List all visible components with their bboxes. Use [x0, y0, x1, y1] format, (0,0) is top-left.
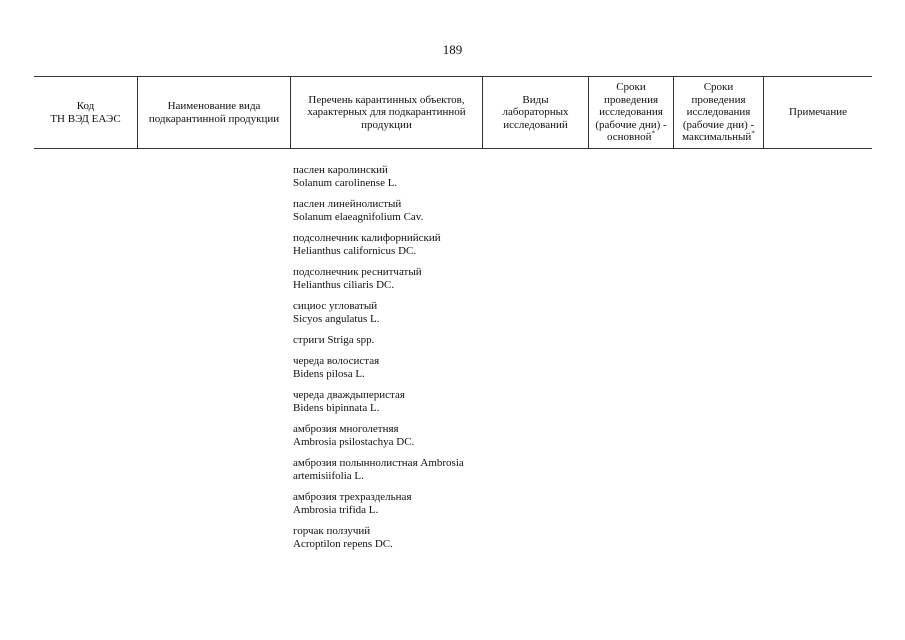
list-item — [293, 389, 508, 415]
list-item — [293, 232, 508, 258]
entry-text-line: Sicyos angulatus L. — [293, 312, 380, 325]
entry-text-line: Helianthus ciliaris DC. — [293, 278, 395, 291]
header-text-line: ТН ВЭД ЕАЭС — [50, 112, 121, 125]
entry-text-line: Helianthus californicus DC. — [293, 244, 417, 257]
header-text-line: исследования — [599, 106, 663, 119]
list-item — [293, 457, 508, 483]
entry-text-line: Bidens pilosa L. — [293, 367, 365, 380]
header-text-line: Сроки — [616, 81, 646, 94]
header-quarantine-objects — [291, 77, 482, 148]
header-text-line: Примечание — [789, 106, 847, 119]
header-text-line: (рабочие дни) - — [595, 118, 667, 131]
header-text-line: Код — [76, 100, 95, 112]
header-text-line: подкарантинной продукции — [148, 112, 280, 125]
header-text-line: характерных для подкарантинной — [307, 106, 466, 119]
header-text-line-with-footnote — [682, 131, 755, 144]
entry-text-line: Acroptilon repens DC. — [293, 537, 393, 550]
header-text-line: проведения — [691, 93, 746, 106]
header-text-fragment: максимальный — [682, 131, 752, 144]
entry-text-line: паслен каролинский — [293, 164, 388, 176]
list-item — [293, 355, 508, 381]
entry-text-line: Bidens bipinnata L. — [293, 401, 380, 414]
header-text-line: исследований — [503, 118, 568, 131]
list-item — [293, 300, 508, 326]
entry-text-line: горчак ползучий — [293, 525, 371, 538]
entry-text-line: Ambrosia trifida L. — [293, 503, 379, 516]
header-text-line: Наименование вида — [167, 100, 261, 112]
entry-text-line: стриги Striga spp. — [293, 333, 375, 346]
footnote-marker: * — [651, 129, 655, 138]
list-item — [293, 423, 508, 449]
entry-text-line: Solanum elaeagnifolium Cav. — [293, 210, 424, 223]
list-item — [293, 525, 508, 551]
header-text-fragment: основной — [606, 131, 652, 144]
header-text-line: (рабочие дни) - — [682, 118, 755, 131]
entry-text-line: амброзия трехраздельная — [293, 491, 412, 504]
entry-text-line: подсолнечник калифорнийский — [293, 231, 441, 244]
header-text-line: исследования — [686, 106, 751, 119]
footnote-marker: * — [751, 129, 755, 138]
header-text-line: Сроки — [703, 81, 734, 94]
list-item — [293, 491, 508, 517]
list-item — [293, 266, 508, 292]
header-product-name — [138, 77, 290, 148]
entry-text-line: подсолнечник реснитчатый — [293, 265, 422, 278]
entry-text-line: artemisiifolia L. — [293, 469, 364, 482]
header-text-line: Виды — [522, 93, 549, 106]
entry-text-line: амброзия полыннолистная Ambrosia — [293, 457, 464, 470]
header-text-line-with-footnote — [607, 131, 655, 144]
header-term-basic — [589, 77, 673, 148]
header-text-line: проведения — [603, 93, 659, 106]
entry-text-line: амброзия многолетняя — [293, 423, 399, 436]
quarantine-objects-list — [293, 164, 508, 559]
header-note — [764, 77, 872, 148]
page-number: 189 — [442, 42, 463, 57]
header-lab-research-types — [483, 77, 588, 148]
entry-text-line: Solanum carolinense L. — [293, 176, 398, 189]
header-code-tnved — [34, 77, 137, 148]
header-bottom-rule — [34, 148, 872, 149]
entry-text-line: Ambrosia psilostachya DC. — [293, 435, 415, 448]
list-item — [293, 198, 508, 224]
entry-text-line: паслен линейнолистый — [293, 197, 402, 210]
header-term-maximum — [674, 77, 763, 148]
list-item — [293, 334, 508, 347]
list-item — [293, 164, 508, 190]
header-text-line: лабораторных — [502, 106, 569, 119]
header-text-line: Перечень карантинных объектов, — [308, 93, 465, 106]
entry-text-line: череда дваждыперистая — [293, 389, 405, 402]
header-text-line: продукции — [361, 118, 412, 131]
entry-text-line: череда волосистая — [293, 355, 380, 368]
entry-text-line: сициос угловатый — [293, 299, 378, 312]
